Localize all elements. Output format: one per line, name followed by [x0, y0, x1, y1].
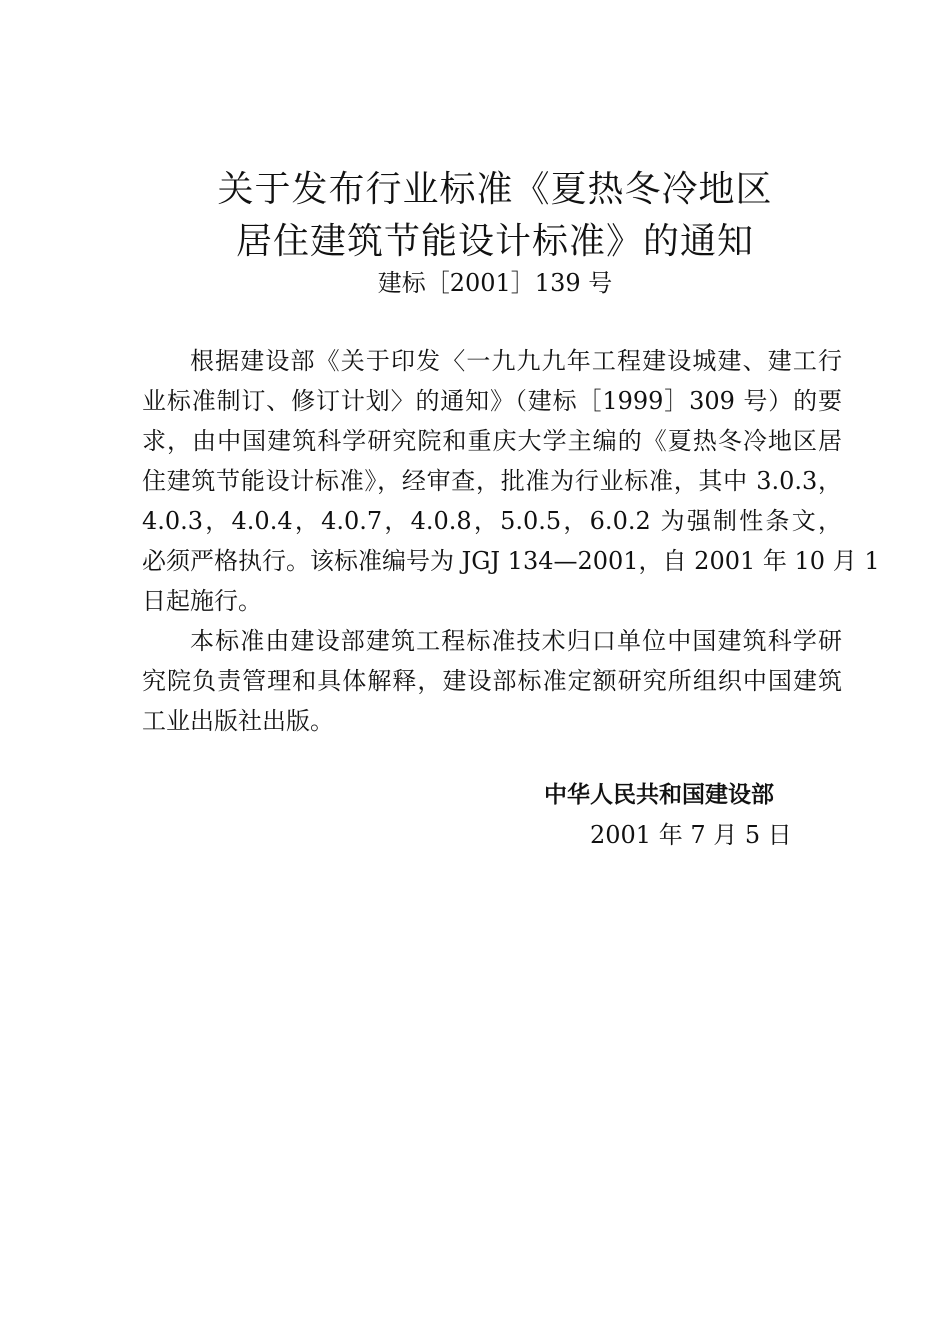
paragraph-1-line: 住建筑节能设计标准》，经审查，批准为行业标准，其中 3.0.3，	[142, 467, 842, 495]
notice-title-line-2: 居住建筑节能设计标准》的通知	[235, 221, 754, 262]
paragraph-1-line: 求，由中国建筑科学研究院和重庆大学主编的《夏热冬冷地区居	[142, 427, 842, 455]
signature-organization: 中华人民共和国建设部	[544, 782, 774, 808]
paragraph-1-line: 根据建设部《关于印发〈一九九九年工程建设城建、建工行	[190, 347, 842, 375]
paragraph-1-line: 日起施行。	[142, 587, 262, 615]
signature-date: 2001 年 7 月 5 日	[590, 821, 792, 849]
paragraph-2-line: 本标准由建设部建筑工程标准技术归口单位中国建筑科学研	[190, 627, 842, 655]
paragraph-1-line: 业标准制订、修订计划〉的通知》（建标［1999］309 号）的要	[142, 387, 842, 415]
paragraph-2-line: 究院负责管理和具体解释，建设部标准定额研究所组织中国建筑	[142, 667, 842, 695]
paragraph-1-line: 必须严格执行。该标准编号为 JGJ 134—2001，自 2001 年 10 月 1	[142, 547, 880, 575]
paragraph-2-line: 工业出版社出版。	[142, 707, 334, 735]
document-number: 建标［2001］139 号	[377, 269, 613, 297]
notice-title-line-1: 关于发布行业标准《夏热冬冷地区	[217, 169, 773, 210]
paragraph-1-line: 4.0.3，4.0.4，4.0.7，4.0.8，5.0.5，6.0.2 为强制性条文，	[142, 507, 842, 535]
